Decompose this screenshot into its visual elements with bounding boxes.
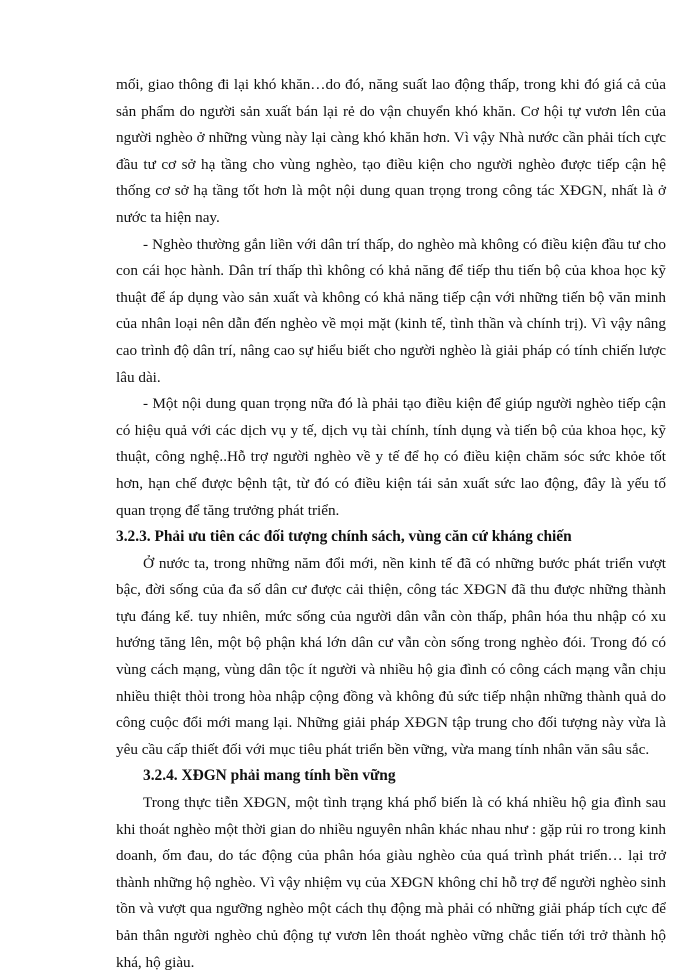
paragraph-education: - Nghèo thường gắn liền với dân trí thấp, do nghèo mà không có điều kiện đầu tư cho con cái học hành. Dân trí thấp thì không có khả năng để tiếp thu tiến bộ của khoa học kỹ thuật để áp dụng vào sản xuất và không có khả năng tiếp cận với những tiến bộ văn minh của nhân loại nên dẫn đến nghèo về mọi mặt (kinh tế, tình thần và chính trị). Vì vậy nâng cao trình độ dân trí, nâng cao sự hiểu biết cho người nghèo là giải pháp có tính chiến lược lâu dài.	[116, 235, 666, 386]
section-heading-3-2-3: 3.2.3. Phải ưu tiên các đối tượng chính sách, vùng căn cứ kháng chiến	[116, 528, 572, 546]
document-body	[116, 72, 666, 976]
paragraph-services: - Một nội dung quan trọng nữa đó là phải tạo điều kiện để giúp người nghèo tiếp cận có hiệu quả với các dịch vụ y tế, dịch vụ tài chính, tính dụng và tiến bộ của khoa học, kỹ thuật, công nghệ..Hỗ trợ người nghèo về y tế để họ có điều kiện chăm sóc sức khỏe tốt hơn, hạn chế được bệnh tật, từ đó có điều kiện tái sản xuất sức lao động, đây là yếu tố quan trọng để tăng trưởng phát triển.	[116, 395, 666, 519]
paragraph-sustainability: Trong thực tiễn XĐGN, một tình trạng khá phổ biến là có khá nhiều hộ gia đình sau khi thoát nghèo một thời gian do nhiều nguyên nhân khác nhau như : gặp rủi ro trong kinh doanh, ốm đau, do tác động của phân hóa giàu nghèo của quá trình phát triển… lại trở thành những hộ nghèo. Vì vậy nhiệm vụ của XĐGN không chỉ hỗ trợ để người nghèo sinh tồn và vượt qua ngưỡng nghèo một cách thụ động mà phải có những giải pháp tích cực để bản thân người nghèo chủ động tự vươn lên thoát nghèo vững chắc tiến tới trở thành hộ khá, hộ giàu.	[116, 794, 666, 971]
paragraph-infrastructure: mối, giao thông đi lại khó khăn…do đó, năng suất lao động thấp, trong khi đó giá cả của sản phẩm do người sản xuất bán lại rẻ do vận chuyển khó khăn. Cơ hội tự vươn lên của người nghèo ở những vùng này lại càng khó khăn hơn. Vì vậy Nhà nước cần phải tích cực đầu tư cơ sở hạ tầng cho vùng nghèo, tạo điều kiện cho người nghèo được tiếp cận hệ thống cơ sở hạ tầng tốt hơn là một nội dung quan trọng trong công tác XĐGN, nhất là ở nước ta hiện nay.	[116, 76, 666, 226]
paragraph-priority-groups: Ở nước ta, trong những năm đổi mới, nền kinh tế đã có những bước phát triển vượt bậc, đời sống của đa số dân cư được cải thiện, công tác XĐGN đã thu được những thành tựu đáng kể. tuy nhiên, mức sống của người dân vẫn còn thấp, phân hóa thu nhập có xu hướng tăng lên, một bộ phận khá lớn dân cư vẫn còn sống trong nghèo đói. Trong đó có vùng cách mạng, vùng dân tộc ít người và nhiều hộ gia đình có công cách mạng vẫn chịu nhiều thiệt thòi trong hòa nhập cộng đồng và không đủ sức tiếp nhận những thành quả do công cuộc đổi mới mang lại. Những giải pháp XĐGN tập trung cho đối tượng này vừa là yêu cầu cấp thiết đối với mục tiêu phát triển bền vững, vừa mang tính nhân văn sâu sắc.	[116, 554, 666, 758]
section-heading-3-2-4: 3.2.4. XĐGN phải mang tính bền vững	[143, 767, 396, 785]
